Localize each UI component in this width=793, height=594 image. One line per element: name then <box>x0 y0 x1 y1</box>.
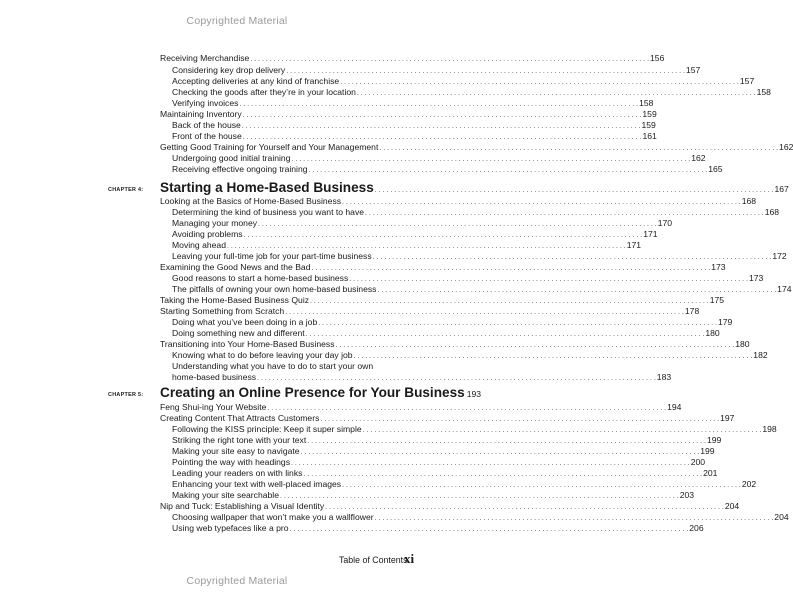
entry-page: 159 <box>641 120 656 130</box>
entry-page: 201 <box>703 468 718 478</box>
entry-title: Striking the right tone with your text <box>172 435 307 445</box>
dot-leader <box>309 166 708 176</box>
entry-page: 204 <box>774 512 789 522</box>
entry-title: Leading your readers on with links <box>172 468 303 478</box>
entry-page: 183 <box>656 372 672 382</box>
entry-title: Receiving effective ongoing training <box>172 164 308 174</box>
entry-page: 199 <box>700 446 715 456</box>
entry-page: 158 <box>639 98 654 108</box>
entry-page: 162 <box>779 142 793 152</box>
entry-page: 182 <box>753 350 768 360</box>
entry-page: 198 <box>762 424 777 434</box>
entry-page: 173 <box>711 262 726 272</box>
entry-page: 171 <box>643 229 658 239</box>
toc-entry <box>160 53 665 65</box>
entry-page: 173 <box>748 273 764 283</box>
entry-page: 165 <box>708 164 723 174</box>
entry-page: 197 <box>720 413 735 423</box>
toc-entry <box>172 164 723 176</box>
entry-title: Getting Good Training for Yourself and Your Management <box>160 142 379 152</box>
entry-page: 180 <box>735 339 750 349</box>
entry-page: 161 <box>642 131 657 141</box>
chapter-heading <box>160 385 482 403</box>
entry-title: Creating Content That Attracts Customers <box>160 413 320 423</box>
entry-title: Leaving your full-time job for your part-time business <box>172 251 372 261</box>
watermark-bottom: Copyrighted Material <box>186 575 288 587</box>
entry-page: 157 <box>685 65 701 75</box>
entry-page: 167 <box>774 184 789 194</box>
entry-title: Enhancing your text with well-placed images <box>172 479 342 489</box>
dot-leader <box>365 209 764 219</box>
entry-page: 206 <box>689 523 704 533</box>
dot-leader <box>257 374 656 384</box>
entry-page: 175 <box>709 295 725 305</box>
entry-page: 156 <box>650 53 665 63</box>
entry-page: 199 <box>706 435 722 445</box>
entry-page: 172 <box>772 251 787 261</box>
dot-leader <box>379 144 778 154</box>
entry-page: 179 <box>717 317 733 327</box>
entry-page: 158 <box>756 87 771 97</box>
entry-title: Following the KISS principle: Keep it super simple <box>172 424 362 434</box>
entry-title: Transitioning into Your Home-Based Business <box>160 339 335 349</box>
entry-title: Using web typefaces like a pro <box>172 523 289 533</box>
entry-page: 204 <box>724 501 740 511</box>
dot-leader <box>375 183 774 198</box>
entry-title: Undergoing good initial training <box>172 153 291 163</box>
entry-title: Receiving Merchandise <box>160 53 250 63</box>
entry-title: Looking at the Basics of Home-Based Business <box>160 196 342 206</box>
entry-title: Verifying invoices <box>172 98 239 108</box>
entry-title: Front of the house <box>172 131 242 141</box>
entry-title: Feng Shui-ing Your Website <box>160 402 267 412</box>
watermark-top: Copyrighted Material <box>186 15 288 27</box>
entry-page: 194 <box>667 402 682 412</box>
entry-page: 157 <box>739 76 755 86</box>
entry-page: 202 <box>741 479 757 489</box>
entry-page: 168 <box>741 196 757 206</box>
running-footer-label: Table of Contents <box>339 555 408 565</box>
entry-page: 174 <box>777 284 792 294</box>
dot-leader <box>354 352 753 362</box>
chapter-title: Creating an Online Presence for Your Business <box>160 385 465 400</box>
entry-title: Considering key drop delivery <box>172 65 286 75</box>
chapter-label: CHAPTER 5: <box>108 392 144 398</box>
entry-page: 162 <box>691 153 706 163</box>
entry-title: Making your site searchable <box>172 490 279 500</box>
dot-leader <box>290 525 689 535</box>
entry-title: Doing what you’ve been doing in a job <box>172 317 318 327</box>
dot-leader <box>250 55 649 65</box>
entry-title: Good reasons to start a home-based business <box>172 273 349 283</box>
entry-title: Checking the goods after they’re in your location <box>172 87 356 97</box>
entry-title: Knowing what to do before leaving your day job <box>172 350 353 360</box>
entry-page: 203 <box>679 490 695 500</box>
entry-title: Starting Something from Scratch <box>160 306 285 316</box>
entry-title: Maintaining Inventory <box>160 109 242 119</box>
entry-title: Examining the Good News and the Bad <box>160 262 311 272</box>
entry-title: Determining the kind of business you want to have <box>172 207 365 217</box>
toc-entry <box>172 361 375 371</box>
page-number: xi <box>404 551 415 566</box>
entry-title: The pitfalls of owning your own home-based business <box>172 284 377 294</box>
entry-title: Doing something new and different <box>172 328 305 338</box>
entry-page: 178 <box>684 306 700 316</box>
entry-page: 168 <box>764 207 780 217</box>
entry-title: Moving ahead <box>172 240 226 250</box>
entry-title: Taking the Home-Based Business Quiz <box>160 295 310 305</box>
entry-page: 170 <box>657 218 673 228</box>
entry-page: 200 <box>690 457 706 467</box>
entry-title: Pointing the way with headings <box>172 457 291 467</box>
entry-title: Back of the house <box>172 120 241 130</box>
toc-entry <box>172 523 704 535</box>
chapter-title: Starting a Home-Based Business <box>160 180 374 195</box>
entry-title: Nip and Tuck: Establishing a Visual Identity <box>160 501 325 511</box>
entry-page: 193 <box>466 389 482 399</box>
entry-title: Managing your money <box>172 218 258 228</box>
entry-page: 180 <box>705 328 720 338</box>
entry-title: Choosing wallpaper that won’t make you a wallflower <box>172 512 374 522</box>
entry-title: Avoiding problems <box>172 229 243 239</box>
entry-page: 171 <box>626 240 642 250</box>
entry-page: 159 <box>642 109 657 119</box>
entry-title: Understanding what you have to do to start your own <box>172 361 374 371</box>
chapter-label: CHAPTER 4: <box>108 187 144 193</box>
toc-entry <box>172 372 672 384</box>
dot-leader <box>375 514 774 524</box>
entry-title: Making your site easy to navigate <box>172 446 300 456</box>
entry-title: home-based business <box>172 372 257 382</box>
entry-title: Accepting deliveries at any kind of franchise <box>172 76 340 86</box>
